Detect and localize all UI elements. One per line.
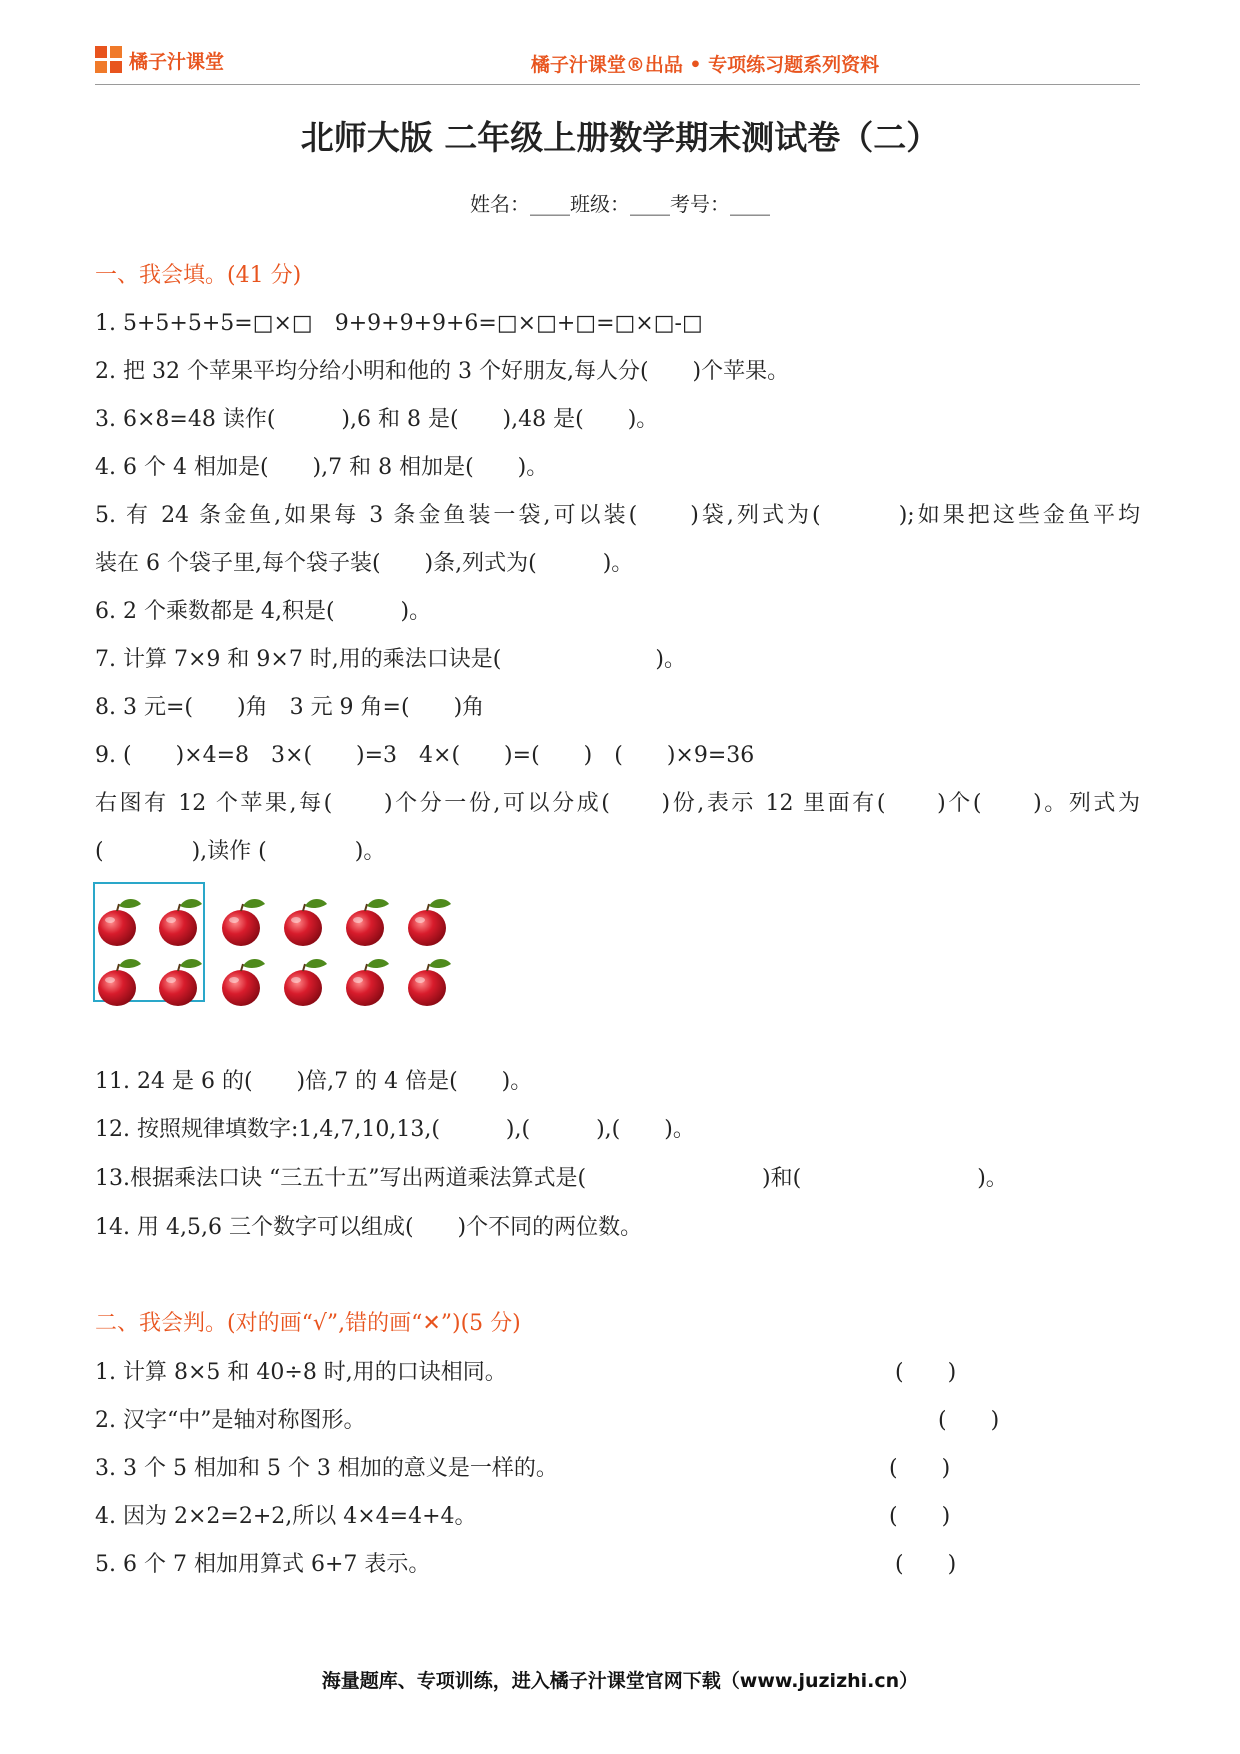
judge-item (95, 1547, 1140, 1579)
judge-text: 2. 汉字“中”是轴对称图形。 (95, 1408, 366, 1433)
brand-name: 橘子汁课堂 (129, 50, 225, 73)
answer-blank[interactable]: ( ) (938, 1408, 1000, 1433)
apple-icon (284, 959, 327, 1006)
judge-text: 3. 3 个 5 相加和 5 个 3 相加的意义是一样的。 (95, 1456, 558, 1481)
question-line: 11. 24 是 6 的( )倍,7 的 4 倍是( )。 (95, 1069, 533, 1094)
question-line: 9. ( )×4=8 3×( )=3 4×( )=( ) ( )×9=36 (95, 743, 755, 768)
apple-icon (346, 899, 389, 946)
apple-icon (284, 899, 327, 946)
apple-icon (222, 899, 265, 946)
apple-icon (159, 959, 202, 1006)
judge-text: 1. 计算 8×5 和 40÷8 时,用的口诀相同。 (95, 1360, 507, 1385)
apple-icon (408, 959, 451, 1006)
question-line: 右图有 12 个苹果,每( )个分一份,可以分成( )份,表示 12 里面有( )个( )。列式为 (95, 791, 1140, 816)
answer-blank[interactable]: ( ) (889, 1456, 951, 1481)
logo-icon (95, 46, 123, 74)
question-line: ( ),读作 ( )。 (95, 839, 386, 864)
judge-item (95, 1499, 1140, 1531)
judge-item (95, 1451, 1140, 1483)
question-line: 3. 6×8=48 读作( ),6 和 8 是( ),48 是( )。 (95, 407, 659, 432)
judge-text: 5. 6 个 7 相加用算式 6+7 表示。 (95, 1552, 431, 1577)
judge-item (95, 1355, 1140, 1387)
page-footer: 海量题库、专项训练，进入橘子汁课堂官网下载（www.juzizhi.cn） (321, 1670, 919, 1692)
apple-picture (93, 880, 473, 1010)
question-line: 6. 2 个乘数都是 4,积是( )。 (95, 599, 432, 624)
apple-icon (346, 959, 389, 1006)
answer-blank[interactable]: ( ) (895, 1552, 957, 1577)
apple-icon (408, 899, 451, 946)
student-info: 姓名：____班级：____考号：____ (470, 192, 770, 216)
apple-icon (222, 959, 265, 1006)
apple-icon (98, 899, 141, 946)
judge-item (95, 1403, 1140, 1435)
page-title: 北师大版 二年级上册数学期末测试卷（二） (300, 118, 940, 157)
question-line: 8. 3 元=( )角 3 元 9 角=( )角 (95, 695, 485, 720)
question-line: 2. 把 32 个苹果平均分给小明和他的 3 个好朋友,每人分( )个苹果。 (95, 359, 790, 384)
brand-logo (95, 46, 224, 74)
section-title: 一、我会填。(41 分) (95, 263, 302, 288)
section-title: 二、我会判。(对的画“√”,错的画“✕”)(5 分) (95, 1311, 521, 1336)
question-line: 5. 有 24 条金鱼,如果每 3 条金鱼装一袋,可以装( )袋,列式为( );如果把这些金鱼平均 (95, 503, 1140, 528)
question-line: 4. 6 个 4 相加是( ),7 和 8 相加是( )。 (95, 455, 549, 480)
question-line: 14. 用 4,5,6 三个数字可以组成( )个不同的两位数。 (95, 1215, 643, 1240)
question-line: 装在 6 个袋子里,每个袋子装( )条,列式为( )。 (95, 551, 634, 576)
apple-icon (98, 959, 141, 1006)
judge-text: 4. 因为 2×2=2+2,所以 4×4=4+4。 (95, 1504, 477, 1529)
page-header (95, 36, 1140, 85)
header-slogan: 橘子汁课堂®出品 • 专项练习题系列资料 (530, 54, 880, 76)
answer-blank[interactable]: ( ) (895, 1360, 957, 1385)
question-line: 1. 5+5+5+5=□×□ 9+9+9+9+6=□×□+□=□×□-□ (95, 311, 703, 336)
question-line: 13.根据乘法口诀 “三五十五”写出两道乘法算式是( )和( )。 (95, 1166, 1008, 1191)
answer-blank[interactable]: ( ) (889, 1504, 951, 1529)
question-line: 12. 按照规律填数字:1,4,7,10,13,( ),( ),( )。 (95, 1117, 695, 1142)
apple-icon (159, 899, 202, 946)
question-line: 7. 计算 7×9 和 9×7 时,用的乘法口诀是( )。 (95, 647, 686, 672)
